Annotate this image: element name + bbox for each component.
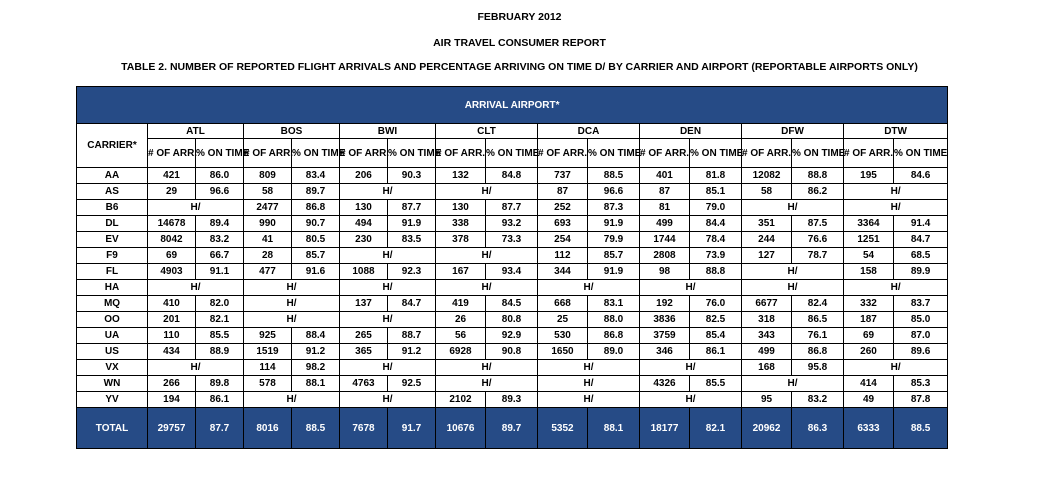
arrivals-value: 2808 — [640, 248, 690, 264]
arrivals-value: 318 — [742, 312, 792, 328]
not-applicable-mark: H/ — [436, 376, 538, 392]
arrivals-value: 26 — [436, 312, 486, 328]
ontime-value: 88.7 — [388, 328, 436, 344]
ontime-value: 73.9 — [690, 248, 742, 264]
arrivals-value: 266 — [148, 376, 196, 392]
ontime-value: 84.8 — [486, 168, 538, 184]
arrivals-value: 990 — [244, 216, 292, 232]
arrivals-value: 95 — [742, 392, 792, 408]
not-applicable-mark: H/ — [340, 312, 436, 328]
ontime-value: 87.3 — [588, 200, 640, 216]
airport-header-bwi: BWI — [340, 124, 436, 139]
ontime-value: 89.9 — [894, 264, 948, 280]
ontime-value: 91.4 — [894, 216, 948, 232]
airport-header-clt: CLT — [436, 124, 538, 139]
arrivals-value: 112 — [538, 248, 588, 264]
arrivals-value: 28 — [244, 248, 292, 264]
table-row — [77, 360, 948, 376]
arrivals-value: 98 — [640, 264, 690, 280]
ontime-value: 90.3 — [388, 168, 436, 184]
total-ontime-value: 88.5 — [894, 408, 948, 449]
table-title: TABLE 2. NUMBER OF REPORTED FLIGHT ARRIVALS AND PERCENTAGE ARRIVING ON TIME D/ BY CARRIER AND AIRPORT (REPORTABLE AIRPORTS ONLY) — [121, 61, 918, 73]
arrivals-col-header: # OF ARR. — [148, 139, 196, 168]
total-ontime-value: 88.1 — [588, 408, 640, 449]
arrivals-table — [76, 86, 948, 449]
arrivals-value: 230 — [340, 232, 388, 248]
arrivals-value: 809 — [244, 168, 292, 184]
ontime-value: 79.0 — [690, 200, 742, 216]
total-arrivals-value: 29757 — [148, 408, 196, 449]
arrivals-value: 1251 — [844, 232, 894, 248]
arrivals-value: 6928 — [436, 344, 486, 360]
carrier-code: OO — [77, 312, 148, 328]
not-applicable-mark: H/ — [244, 392, 340, 408]
ontime-value: 88.8 — [690, 264, 742, 280]
ontime-value: 87.5 — [792, 216, 844, 232]
carrier-code: YV — [77, 392, 148, 408]
airport-header-den: DEN — [640, 124, 742, 139]
carrier-code: FL — [77, 264, 148, 280]
carrier-code: DL — [77, 216, 148, 232]
not-applicable-mark: H/ — [340, 280, 436, 296]
ontime-value: 84.6 — [894, 168, 948, 184]
ontime-value: 87.7 — [388, 200, 436, 216]
arrivals-value: 365 — [340, 344, 388, 360]
not-applicable-mark: H/ — [742, 280, 844, 296]
ontime-value: 76.1 — [792, 328, 844, 344]
arrivals-value: 265 — [340, 328, 388, 344]
ontime-value: 76.0 — [690, 296, 742, 312]
not-applicable-mark: H/ — [538, 280, 640, 296]
not-applicable-mark: H/ — [538, 392, 640, 408]
ontime-value: 89.3 — [486, 392, 538, 408]
arrivals-value: 344 — [538, 264, 588, 280]
total-arrivals-value: 6333 — [844, 408, 894, 449]
arrivals-value: 130 — [436, 200, 486, 216]
arrivals-value: 3836 — [640, 312, 690, 328]
table-row — [77, 216, 948, 232]
ontime-value: 93.2 — [486, 216, 538, 232]
ontime-value: 86.8 — [588, 328, 640, 344]
ontime-value: 88.1 — [292, 376, 340, 392]
arrivals-value: 114 — [244, 360, 292, 376]
ontime-value: 85.1 — [690, 184, 742, 200]
arrivals-value: 693 — [538, 216, 588, 232]
carrier-code: B6 — [77, 200, 148, 216]
arrivals-value: 2102 — [436, 392, 486, 408]
table-row — [77, 312, 948, 328]
ontime-value: 80.5 — [292, 232, 340, 248]
arrivals-value: 260 — [844, 344, 894, 360]
ontime-value: 88.8 — [792, 168, 844, 184]
airport-header-dca: DCA — [538, 124, 640, 139]
ontime-value: 66.7 — [196, 248, 244, 264]
arrivals-value: 194 — [148, 392, 196, 408]
airport-header-row — [77, 124, 948, 139]
arrivals-value: 343 — [742, 328, 792, 344]
arrivals-col-header: # OF ARR. — [640, 139, 690, 168]
ontime-value: 84.5 — [486, 296, 538, 312]
ontime-value: 91.2 — [292, 344, 340, 360]
ontime-value: 89.6 — [894, 344, 948, 360]
report-date: FEBRUARY 2012 — [477, 11, 562, 23]
ontime-value: 92.5 — [388, 376, 436, 392]
not-applicable-mark: H/ — [436, 248, 538, 264]
not-applicable-mark: H/ — [148, 200, 244, 216]
ontime-value: 85.3 — [894, 376, 948, 392]
ontime-value: 85.7 — [292, 248, 340, 264]
not-applicable-mark: H/ — [436, 360, 538, 376]
table-row — [77, 264, 948, 280]
ontime-value: 87.0 — [894, 328, 948, 344]
ontime-value: 82.4 — [792, 296, 844, 312]
arrivals-value: 8042 — [148, 232, 196, 248]
total-row — [77, 408, 948, 449]
arrivals-value: 414 — [844, 376, 894, 392]
table-row — [77, 328, 948, 344]
not-applicable-mark: H/ — [742, 200, 844, 216]
not-applicable-mark: H/ — [244, 312, 340, 328]
column-header-row — [77, 139, 948, 168]
table-row — [77, 344, 948, 360]
total-ontime-value: 89.7 — [486, 408, 538, 449]
arrivals-value: 14678 — [148, 216, 196, 232]
ontime-value: 96.6 — [588, 184, 640, 200]
arrivals-value: 69 — [844, 328, 894, 344]
arrivals-value: 1088 — [340, 264, 388, 280]
ontime-value: 86.8 — [292, 200, 340, 216]
arrivals-value: 6677 — [742, 296, 792, 312]
carrier-code: AA — [77, 168, 148, 184]
ontime-value: 96.6 — [196, 184, 244, 200]
total-ontime-value: 91.7 — [388, 408, 436, 449]
table-row — [77, 200, 948, 216]
arrivals-value: 25 — [538, 312, 588, 328]
not-applicable-mark: H/ — [244, 296, 340, 312]
airport-header-atl: ATL — [148, 124, 244, 139]
arrivals-value: 421 — [148, 168, 196, 184]
airport-header-dtw: DTW — [844, 124, 948, 139]
ontime-value: 84.4 — [690, 216, 742, 232]
arrivals-col-header: # OF ARR. — [436, 139, 486, 168]
arrivals-value: 351 — [742, 216, 792, 232]
total-ontime-value: 87.7 — [196, 408, 244, 449]
total-ontime-value: 86.3 — [792, 408, 844, 449]
ontime-value: 86.1 — [690, 344, 742, 360]
arrivals-value: 346 — [640, 344, 690, 360]
table-row — [77, 168, 948, 184]
arrivals-value: 41 — [244, 232, 292, 248]
total-arrivals-value: 7678 — [340, 408, 388, 449]
arrivals-value: 530 — [538, 328, 588, 344]
ontime-value: 88.4 — [292, 328, 340, 344]
table-row — [77, 280, 948, 296]
total-arrivals-value: 18177 — [640, 408, 690, 449]
ontime-value: 85.0 — [894, 312, 948, 328]
arrivals-value: 578 — [244, 376, 292, 392]
arrivals-value: 81 — [640, 200, 690, 216]
arrivals-col-header: # OF ARR. — [340, 139, 388, 168]
ontime-value: 82.0 — [196, 296, 244, 312]
arrivals-value: 130 — [340, 200, 388, 216]
ontime-value: 78.4 — [690, 232, 742, 248]
carrier-header: CARRIER* — [77, 124, 148, 168]
not-applicable-mark: H/ — [148, 360, 244, 376]
arrivals-col-header: # OF ARR. — [244, 139, 292, 168]
total-ontime-value: 88.5 — [292, 408, 340, 449]
arrivals-value: 49 — [844, 392, 894, 408]
arrivals-value: 338 — [436, 216, 486, 232]
arrivals-value: 477 — [244, 264, 292, 280]
ontime-value: 82.1 — [196, 312, 244, 328]
arrivals-value: 87 — [538, 184, 588, 200]
ontime-value: 85.5 — [196, 328, 244, 344]
ontime-value: 84.7 — [388, 296, 436, 312]
ontime-value: 68.5 — [894, 248, 948, 264]
ontime-value: 91.9 — [388, 216, 436, 232]
ontime-col-header: % ON TIME — [486, 139, 538, 168]
total-arrivals-value: 20962 — [742, 408, 792, 449]
not-applicable-mark: H/ — [436, 280, 538, 296]
carrier-code: AS — [77, 184, 148, 200]
arrivals-value: 54 — [844, 248, 894, 264]
total-arrivals-value: 5352 — [538, 408, 588, 449]
arrivals-value: 3364 — [844, 216, 894, 232]
ontime-value: 91.1 — [196, 264, 244, 280]
not-applicable-mark: H/ — [640, 392, 742, 408]
arrivals-value: 187 — [844, 312, 894, 328]
arrivals-value: 378 — [436, 232, 486, 248]
ontime-value: 92.9 — [486, 328, 538, 344]
table-row — [77, 184, 948, 200]
table-row — [77, 392, 948, 408]
not-applicable-mark: H/ — [640, 280, 742, 296]
not-applicable-mark: H/ — [340, 184, 436, 200]
not-applicable-mark: H/ — [742, 376, 844, 392]
ontime-value: 86.1 — [196, 392, 244, 408]
arrivals-value: 3759 — [640, 328, 690, 344]
not-applicable-mark: H/ — [844, 200, 948, 216]
total-ontime-value: 82.1 — [690, 408, 742, 449]
ontime-value: 91.9 — [588, 216, 640, 232]
not-applicable-mark: H/ — [844, 360, 948, 376]
ontime-value: 93.4 — [486, 264, 538, 280]
ontime-value: 87.7 — [486, 200, 538, 216]
ontime-col-header: % ON TIME — [388, 139, 436, 168]
arrivals-value: 69 — [148, 248, 196, 264]
carrier-code: EV — [77, 232, 148, 248]
arrivals-value: 206 — [340, 168, 388, 184]
not-applicable-mark: H/ — [844, 280, 948, 296]
arrivals-value: 737 — [538, 168, 588, 184]
ontime-value: 90.7 — [292, 216, 340, 232]
arrivals-value: 127 — [742, 248, 792, 264]
arrivals-col-header: # OF ARR. — [538, 139, 588, 168]
ontime-value: 90.8 — [486, 344, 538, 360]
arrivals-value: 419 — [436, 296, 486, 312]
ontime-value: 84.7 — [894, 232, 948, 248]
table-row — [77, 248, 948, 264]
table-row — [77, 376, 948, 392]
arrivals-value: 167 — [436, 264, 486, 280]
ontime-value: 92.3 — [388, 264, 436, 280]
ontime-value: 89.7 — [292, 184, 340, 200]
ontime-value: 91.2 — [388, 344, 436, 360]
arrivals-value: 244 — [742, 232, 792, 248]
not-applicable-mark: H/ — [538, 376, 640, 392]
ontime-value: 88.5 — [588, 168, 640, 184]
ontime-value: 89.4 — [196, 216, 244, 232]
arrival-airport-banner: ARRIVAL AIRPORT* — [77, 87, 948, 124]
ontime-value: 86.2 — [792, 184, 844, 200]
carrier-code: UA — [77, 328, 148, 344]
ontime-col-header: % ON TIME — [196, 139, 244, 168]
arrivals-value: 494 — [340, 216, 388, 232]
ontime-value: 85.4 — [690, 328, 742, 344]
ontime-value: 83.2 — [792, 392, 844, 408]
ontime-value: 83.1 — [588, 296, 640, 312]
arrivals-value: 192 — [640, 296, 690, 312]
ontime-value: 98.2 — [292, 360, 340, 376]
ontime-col-header: % ON TIME — [588, 139, 640, 168]
ontime-value: 76.6 — [792, 232, 844, 248]
not-applicable-mark: H/ — [244, 280, 340, 296]
ontime-value: 82.5 — [690, 312, 742, 328]
ontime-value: 88.0 — [588, 312, 640, 328]
ontime-value: 86.8 — [792, 344, 844, 360]
arrivals-value: 201 — [148, 312, 196, 328]
ontime-col-header: % ON TIME — [690, 139, 742, 168]
arrivals-value: 168 — [742, 360, 792, 376]
arrivals-value: 410 — [148, 296, 196, 312]
carrier-code: VX — [77, 360, 148, 376]
table-row — [77, 232, 948, 248]
arrivals-value: 332 — [844, 296, 894, 312]
ontime-value: 86.5 — [792, 312, 844, 328]
arrivals-value: 58 — [742, 184, 792, 200]
ontime-value: 79.9 — [588, 232, 640, 248]
not-applicable-mark: H/ — [436, 184, 538, 200]
carrier-code: MQ — [77, 296, 148, 312]
arrivals-value: 4763 — [340, 376, 388, 392]
ontime-value: 81.8 — [690, 168, 742, 184]
arrivals-col-header: # OF ARR. — [742, 139, 792, 168]
ontime-value: 83.2 — [196, 232, 244, 248]
ontime-value: 88.9 — [196, 344, 244, 360]
banner-row — [77, 87, 948, 124]
arrivals-value: 4903 — [148, 264, 196, 280]
ontime-col-header: % ON TIME — [792, 139, 844, 168]
ontime-value: 85.5 — [690, 376, 742, 392]
arrivals-value: 4326 — [640, 376, 690, 392]
not-applicable-mark: H/ — [340, 248, 436, 264]
ontime-value: 83.7 — [894, 296, 948, 312]
arrivals-value: 58 — [244, 184, 292, 200]
ontime-value: 73.3 — [486, 232, 538, 248]
not-applicable-mark: H/ — [640, 360, 742, 376]
not-applicable-mark: H/ — [844, 184, 948, 200]
arrivals-value: 499 — [742, 344, 792, 360]
arrivals-value: 2477 — [244, 200, 292, 216]
arrivals-value: 87 — [640, 184, 690, 200]
arrivals-value: 56 — [436, 328, 486, 344]
ontime-value: 89.8 — [196, 376, 244, 392]
ontime-value: 86.0 — [196, 168, 244, 184]
arrivals-value: 252 — [538, 200, 588, 216]
arrivals-col-header: # OF ARR. — [844, 139, 894, 168]
ontime-col-header: % ON TIME — [292, 139, 340, 168]
arrivals-value: 1650 — [538, 344, 588, 360]
ontime-value: 89.0 — [588, 344, 640, 360]
not-applicable-mark: H/ — [340, 360, 436, 376]
not-applicable-mark: H/ — [340, 392, 436, 408]
arrivals-value: 1519 — [244, 344, 292, 360]
airport-header-bos: BOS — [244, 124, 340, 139]
arrivals-value: 925 — [244, 328, 292, 344]
arrivals-value: 499 — [640, 216, 690, 232]
not-applicable-mark: H/ — [538, 360, 640, 376]
ontime-value: 85.7 — [588, 248, 640, 264]
arrivals-value: 137 — [340, 296, 388, 312]
table-row — [77, 296, 948, 312]
not-applicable-mark: H/ — [742, 264, 844, 280]
report-name: AIR TRAVEL CONSUMER REPORT — [433, 37, 606, 49]
arrivals-value: 110 — [148, 328, 196, 344]
ontime-value: 83.5 — [388, 232, 436, 248]
arrivals-value: 434 — [148, 344, 196, 360]
carrier-code: F9 — [77, 248, 148, 264]
arrivals-value: 254 — [538, 232, 588, 248]
ontime-value: 91.9 — [588, 264, 640, 280]
arrivals-value: 12082 — [742, 168, 792, 184]
ontime-value: 91.6 — [292, 264, 340, 280]
total-arrivals-value: 8016 — [244, 408, 292, 449]
arrivals-value: 401 — [640, 168, 690, 184]
total-label: TOTAL — [77, 408, 148, 449]
ontime-value: 87.8 — [894, 392, 948, 408]
total-arrivals-value: 10676 — [436, 408, 486, 449]
ontime-value: 78.7 — [792, 248, 844, 264]
not-applicable-mark: H/ — [148, 280, 244, 296]
arrivals-value: 1744 — [640, 232, 690, 248]
ontime-value: 83.4 — [292, 168, 340, 184]
arrivals-value: 158 — [844, 264, 894, 280]
ontime-value: 80.8 — [486, 312, 538, 328]
airport-header-dfw: DFW — [742, 124, 844, 139]
carrier-code: WN — [77, 376, 148, 392]
arrivals-value: 195 — [844, 168, 894, 184]
ontime-value: 95.8 — [792, 360, 844, 376]
arrivals-value: 668 — [538, 296, 588, 312]
carrier-code: HA — [77, 280, 148, 296]
arrivals-value: 29 — [148, 184, 196, 200]
ontime-col-header: % ON TIME — [894, 139, 948, 168]
arrivals-value: 132 — [436, 168, 486, 184]
carrier-code: US — [77, 344, 148, 360]
